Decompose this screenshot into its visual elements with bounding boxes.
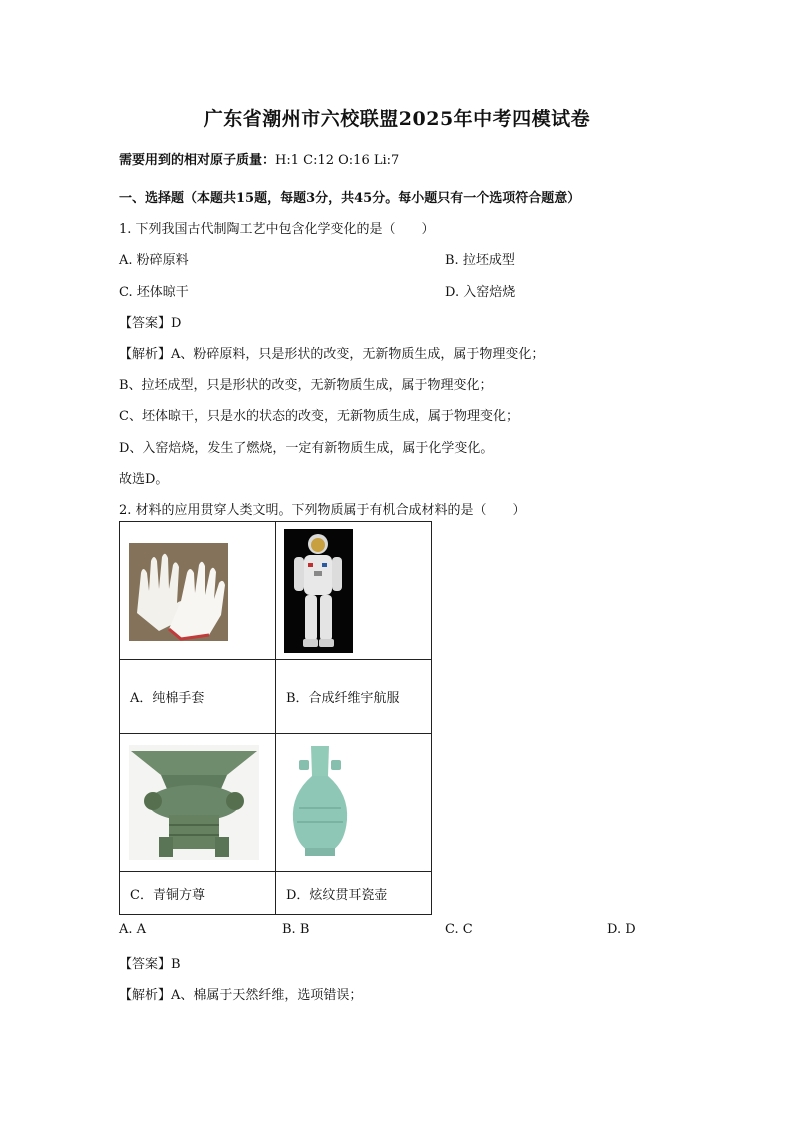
atomic-mass-line [119,149,399,168]
atomic-mass-values: H:1 C:12 O:16 Li:7 [275,153,400,168]
page-title: 广东省潮州市六校联盟2025年中考四模试卷 [203,108,591,130]
q1-analysis-1: 【解析】A、粉碎原料，只是形状的改变，无新物质生成，属于物理变化； [119,347,545,362]
q1-option-a: A. 粉碎原料 [119,253,189,268]
q1-option-c: C. 坯体晾干 [119,285,189,300]
table-cell-c-image [120,734,276,872]
q1-option-b: B. 拉坯成型 [445,253,515,268]
q2-option-a: A. A [119,922,147,937]
spacesuit-image [284,529,353,653]
q2-stem: 2. 材料的应用贯穿人类文明。下列物质属于有机合成材料的是（ ） [119,503,526,518]
cotton-gloves-image [129,543,228,641]
table-label-a: A．纯棉手套 [120,660,276,734]
q1-analysis-2: B、拉坯成型，只是形状的改变，无新物质生成，属于物理变化； [119,378,493,393]
q2-answer: 【答案】B [119,957,181,972]
q1-stem: 1. 下列我国古代制陶工艺中包含化学变化的是（ ） [119,222,435,237]
q1-analysis-5: 故选D。 [119,472,169,487]
section-heading: 一、选择题（本题共15题，每题3分，共45分。每小题只有一个选项符合题意） [119,191,581,206]
q1-analysis-3: C、坯体晾干，只是水的状态的改变，无新物质生成，属于物理变化； [119,409,519,424]
bronze-zun-image [129,745,259,860]
table-label-b: B．合成纤维宇航服 [276,660,432,734]
q2-option-c: C. C [445,922,473,937]
q1-answer: 【答案】D [119,316,182,331]
q2-options-table [119,521,432,915]
table-label-d: D．炫纹贯耳瓷壶 [276,872,432,915]
celadon-vase-image [285,742,355,860]
table-cell-d-image [276,734,432,872]
q2-option-d: D. D [607,922,636,937]
table-label-c: C．青铜方尊 [120,872,276,915]
q1-analysis-4: D、入窑焙烧，发生了燃烧，一定有新物质生成，属于化学变化。 [119,441,494,456]
table-cell-a-image [120,522,276,660]
atomic-mass-label: 需要用到的相对原子质量： [119,153,276,168]
q2-analysis-1: 【解析】A、棉属于天然纤维，选项错误； [119,988,363,1003]
q2-option-b: B. B [282,922,310,937]
q1-option-d: D. 入窑焙烧 [445,285,516,300]
table-cell-b-image [276,522,432,660]
